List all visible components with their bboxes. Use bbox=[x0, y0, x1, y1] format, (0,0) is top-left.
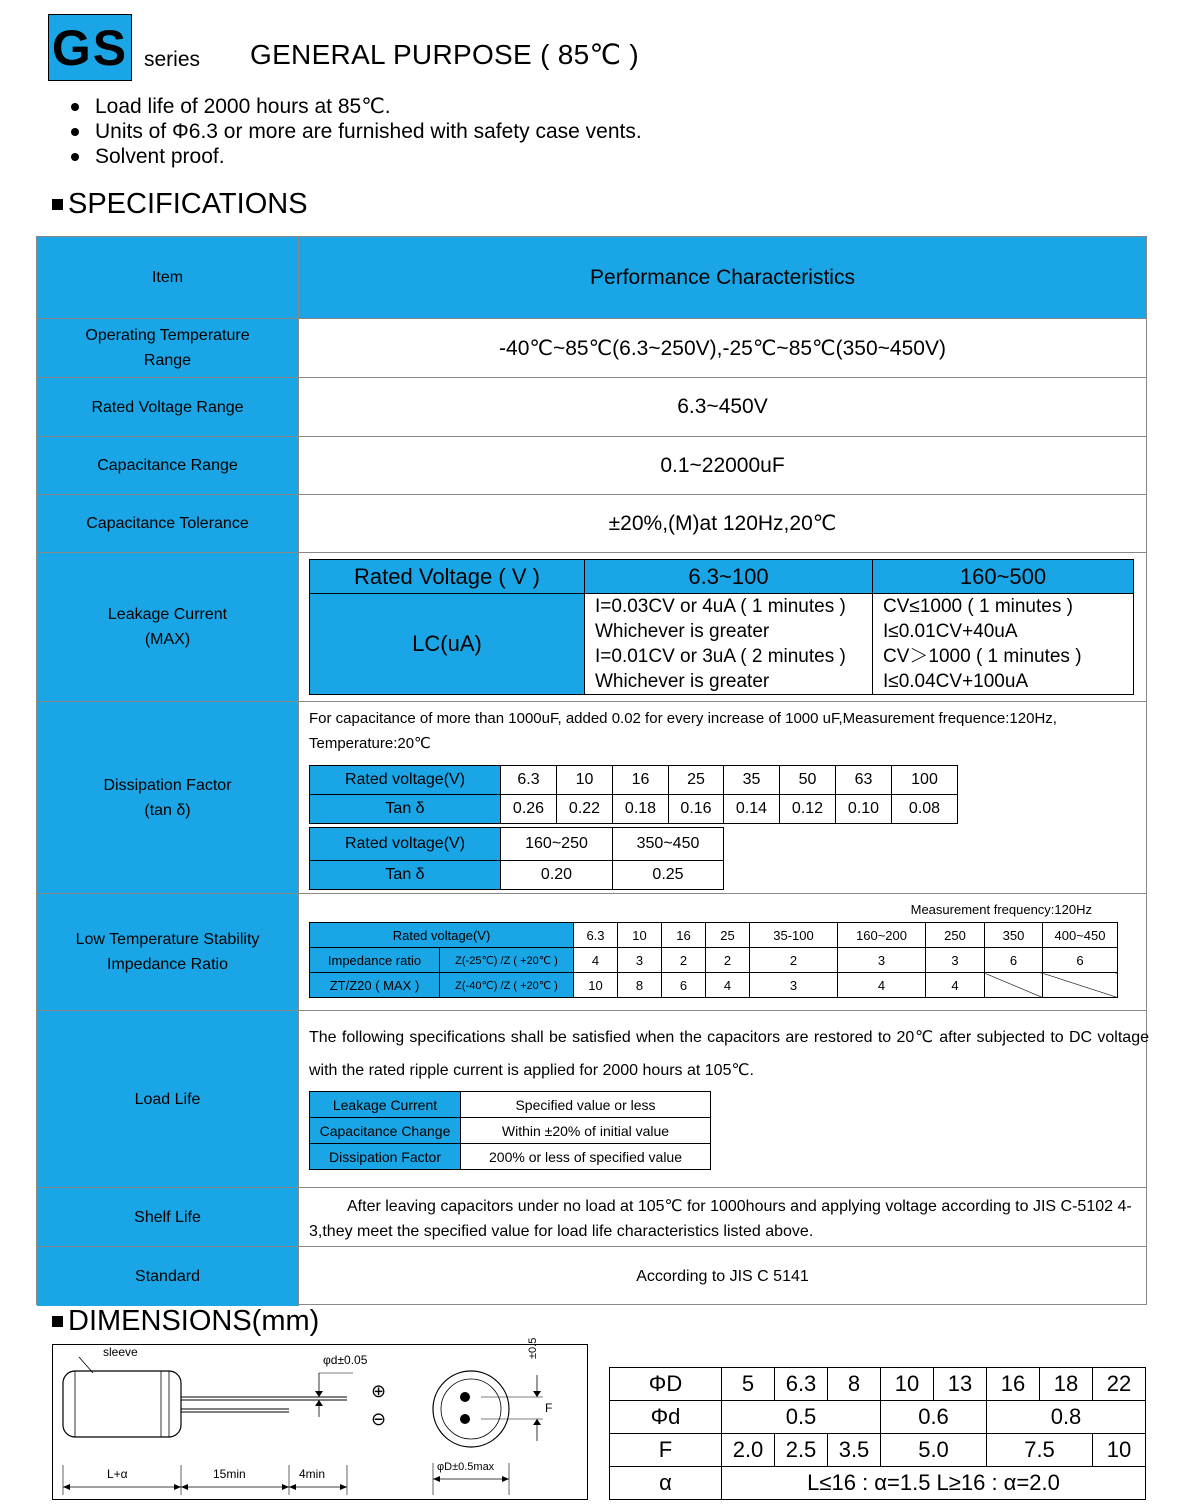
rated-voltage-row bbox=[37, 378, 1146, 437]
leakage-line: Whichever is greater bbox=[595, 671, 770, 692]
pitch-tolerance-label: ±0.5 bbox=[527, 1337, 539, 1359]
dim-D-value: 16 bbox=[987, 1368, 1040, 1401]
feature-item: Units of Φ6.3 or more are furnished with safety case vents. bbox=[70, 119, 642, 144]
tan-delta-table-1 bbox=[309, 765, 958, 824]
lts-voltage: 250 bbox=[926, 923, 985, 948]
label-line: Impedance Ratio bbox=[107, 956, 228, 973]
df-tan-value: 0.14 bbox=[724, 795, 780, 824]
body-diameter-label: φD±0.5max bbox=[437, 1461, 495, 1473]
load-life-value: 200% or less of specified value bbox=[461, 1144, 711, 1170]
z25-value: 3 bbox=[838, 948, 926, 973]
lts-rated-voltage-label: Rated voltage(V) bbox=[310, 923, 574, 948]
df-tan-label: Tan δ bbox=[310, 861, 501, 890]
low-temperature-label bbox=[37, 894, 299, 1010]
df-tan-value: 0.26 bbox=[501, 795, 557, 824]
pitch-label: F bbox=[545, 1401, 553, 1415]
leakage-rated-voltage-header: Rated Voltage ( V ) bbox=[310, 560, 585, 594]
lts-voltage: 35-100 bbox=[750, 923, 838, 948]
impedance-ratio-label: Impedance ratio bbox=[310, 948, 440, 973]
low-temperature-row bbox=[37, 894, 1146, 1011]
z40-value: 4 bbox=[926, 973, 985, 998]
lead-diameter-label: φd±0.05 bbox=[323, 1353, 368, 1367]
label-line: Leakage Current bbox=[107, 606, 228, 623]
load-life-row bbox=[37, 1011, 1149, 1188]
dim-D-label: ΦD bbox=[610, 1368, 722, 1401]
label-line: Operating Temperature bbox=[85, 327, 250, 344]
low-temperature-content bbox=[299, 894, 1146, 1010]
lts-voltage: 16 bbox=[662, 923, 706, 948]
leakage-col2-cell bbox=[873, 594, 1134, 695]
df-tan-value: 0.22 bbox=[557, 795, 613, 824]
series-word: series bbox=[144, 48, 201, 71]
specifications-heading bbox=[52, 188, 308, 221]
leakage-table bbox=[309, 559, 1134, 695]
df-voltage: 35 bbox=[724, 766, 780, 795]
dim-D-value: 6.3 bbox=[775, 1368, 828, 1401]
df-voltage: 16 bbox=[613, 766, 669, 795]
rated-voltage-label: Rated Voltage Range bbox=[37, 378, 299, 436]
leakage-col1-cell bbox=[585, 594, 873, 695]
label-line: (tan δ) bbox=[144, 801, 191, 819]
z25-value: 6 bbox=[1043, 948, 1118, 973]
feature-item: Load life of 2000 hours at 85℃. bbox=[70, 94, 642, 119]
feature-list bbox=[70, 94, 642, 169]
leakage-current-row bbox=[37, 553, 1146, 702]
feature-item: Solvent proof. bbox=[70, 144, 642, 169]
label-line: Range bbox=[143, 352, 192, 369]
dissipation-factor-note: For capacitance of more than 1000uF, added 0.02 for every increase of 1000 uF,Measurement frequence:120Hz, Temperature:20℃ bbox=[309, 710, 1057, 752]
shelf-life-text: After leaving capacitors under no load at 105℃ for 1000hours and applying voltage according to JIS C-5102 4-3,they meet the specified value for load life characteristics listed above. bbox=[309, 1198, 1132, 1240]
performance-header: Performance Characteristics bbox=[299, 237, 1146, 318]
tan-delta-table-2 bbox=[309, 827, 724, 890]
lts-voltage: 400~450 bbox=[1043, 923, 1118, 948]
df-tan-value: 0.12 bbox=[780, 795, 836, 824]
capacitance-tolerance-label: Capacitance Tolerance bbox=[37, 495, 299, 552]
leakage-col2-header: 160~500 bbox=[873, 560, 1134, 594]
df-voltage: 160~250 bbox=[501, 828, 613, 861]
z40-value: 6 bbox=[662, 973, 706, 998]
short-lead-label: 4min bbox=[299, 1467, 326, 1481]
dim-F-value: 7.5 bbox=[987, 1434, 1093, 1467]
capacitance-tolerance-value: ±20%,(M)at 120Hz,20℃ bbox=[608, 512, 837, 535]
z40-value: 8 bbox=[618, 973, 662, 998]
impedance-ratio-table bbox=[309, 922, 1118, 998]
leakage-line: Whichever is greater bbox=[595, 621, 770, 642]
z25-label: Z(-25℃) /Z ( +20℃ ) bbox=[440, 948, 574, 973]
dim-F-value: 5.0 bbox=[881, 1434, 987, 1467]
leakage-col1-header: 6.3~100 bbox=[585, 560, 873, 594]
dim-F-value: 3.5 bbox=[828, 1434, 881, 1467]
capacitor-dimension-drawing bbox=[52, 1337, 588, 1500]
z25-value: 2 bbox=[662, 948, 706, 973]
load-life-text: The following specifications shall be satisfied when the capacitors are restored to 20℃ after subjected to DC voltage with the rated ripple current is applied for 2000 hours at 105℃. bbox=[309, 1029, 1149, 1079]
df-tan-value: 0.08 bbox=[892, 795, 958, 824]
df-tan-value: 0.18 bbox=[613, 795, 669, 824]
operating-temperature-value: -40℃~85℃(6.3~250V),-25℃~85℃(350~450V) bbox=[499, 336, 946, 360]
lts-voltage: 10 bbox=[618, 923, 662, 948]
z40-empty-cell bbox=[985, 973, 1043, 998]
dim-F-value: 10 bbox=[1093, 1434, 1146, 1467]
leakage-current-content bbox=[299, 553, 1146, 701]
load-life-content bbox=[299, 1011, 1149, 1187]
dim-d-value: 0.5 bbox=[722, 1401, 881, 1434]
dimensions-heading bbox=[52, 1305, 319, 1338]
load-life-table bbox=[309, 1091, 711, 1170]
load-life-label: Load Life bbox=[37, 1011, 299, 1187]
leakage-lc-label: LC(uA) bbox=[310, 594, 585, 695]
page-header bbox=[48, 14, 1148, 82]
minus-terminal-icon: ⊖ bbox=[371, 1409, 387, 1429]
z40-empty-cell bbox=[1043, 973, 1118, 998]
df-rated-voltage-label: Rated voltage(V) bbox=[310, 828, 501, 861]
lts-voltage: 6.3 bbox=[574, 923, 618, 948]
item-header: Item bbox=[37, 237, 299, 318]
specifications-table bbox=[36, 236, 1147, 1305]
leakage-current-label bbox=[37, 553, 299, 701]
dim-d-label: Φd bbox=[610, 1401, 722, 1434]
df-voltage: 350~450 bbox=[613, 828, 724, 861]
df-voltage: 100 bbox=[892, 766, 958, 795]
capacitance-range-label: Capacitance Range bbox=[37, 437, 299, 494]
lts-voltage: 350 bbox=[985, 923, 1043, 948]
shelf-life-row bbox=[37, 1188, 1146, 1247]
dim-D-value: 10 bbox=[881, 1368, 934, 1401]
dim-D-value: 13 bbox=[934, 1368, 987, 1401]
zt-z20-label: ZT/Z20 ( MAX ) bbox=[310, 973, 440, 998]
dim-D-value: 18 bbox=[1040, 1368, 1093, 1401]
sleeve-label: sleeve bbox=[103, 1345, 138, 1359]
standard-value: According to JIS C 5141 bbox=[636, 1267, 809, 1285]
load-life-value: Specified value or less bbox=[461, 1092, 711, 1118]
label-line: Low Temperature Stability bbox=[75, 931, 260, 948]
dissipation-factor-content bbox=[299, 702, 1146, 893]
lts-voltage: 25 bbox=[706, 923, 750, 948]
standard-row bbox=[37, 1247, 1146, 1306]
specifications-heading-text: SPECIFICATIONS bbox=[68, 188, 308, 220]
dim-D-value: 22 bbox=[1093, 1368, 1146, 1401]
lts-voltage: 160~200 bbox=[838, 923, 926, 948]
z25-value: 3 bbox=[618, 948, 662, 973]
z25-value: 6 bbox=[985, 948, 1043, 973]
capacitance-range-row bbox=[37, 437, 1146, 495]
dim-F-value: 2.0 bbox=[722, 1434, 775, 1467]
df-tan-value: 0.25 bbox=[613, 861, 724, 890]
leakage-line: I=0.01CV or 3uA ( 2 minutes ) bbox=[595, 646, 846, 667]
df-tan-value: 0.10 bbox=[836, 795, 892, 824]
df-voltage: 6.3 bbox=[501, 766, 557, 795]
z40-label: Z(-40℃) /Z ( +20℃ ) bbox=[440, 973, 574, 998]
leakage-line: CV＞1000 ( 1 minutes ) bbox=[883, 646, 1082, 667]
plus-terminal-icon: ⊕ bbox=[371, 1381, 387, 1401]
load-life-item: Capacitance Change bbox=[310, 1118, 461, 1144]
dim-d-value: 0.8 bbox=[987, 1401, 1146, 1434]
rated-voltage-value: 6.3~450V bbox=[677, 395, 768, 418]
label-line: Dissipation Factor bbox=[103, 776, 232, 794]
series-logo: GS bbox=[48, 14, 132, 81]
operating-temperature-label bbox=[37, 319, 299, 377]
df-voltage: 63 bbox=[836, 766, 892, 795]
z40-value: 10 bbox=[574, 973, 618, 998]
z40-value: 4 bbox=[838, 973, 926, 998]
z40-value: 4 bbox=[706, 973, 750, 998]
dissipation-factor-label bbox=[37, 702, 299, 893]
load-life-value: Within ±20% of initial value bbox=[461, 1118, 711, 1144]
length-label: L+α bbox=[107, 1467, 128, 1481]
spec-header-row bbox=[37, 237, 1146, 319]
df-rated-voltage-label: Rated voltage(V) bbox=[310, 766, 501, 795]
load-life-item: Dissipation Factor bbox=[310, 1144, 461, 1170]
operating-temperature-row bbox=[37, 319, 1146, 378]
load-life-item: Leakage Current bbox=[310, 1092, 461, 1118]
z25-value: 4 bbox=[574, 948, 618, 973]
df-tan-value: 0.20 bbox=[501, 861, 613, 890]
dim-alpha-value: L≤16 : α=1.5 L≥16 : α=2.0 bbox=[722, 1467, 1146, 1500]
df-voltage: 10 bbox=[557, 766, 613, 795]
leakage-line: I≤0.01CV+40uA bbox=[883, 621, 1018, 642]
df-tan-value: 0.16 bbox=[669, 795, 724, 824]
page-title: GENERAL PURPOSE ( 85℃ ) bbox=[250, 39, 639, 70]
leakage-line: I=0.03CV or 4uA ( 1 minutes ) bbox=[595, 596, 846, 617]
dim-F-value: 2.5 bbox=[775, 1434, 828, 1467]
leakage-line: CV≤1000 ( 1 minutes ) bbox=[883, 596, 1073, 617]
capacitance-tolerance-row bbox=[37, 495, 1146, 553]
dim-F-label: F bbox=[610, 1434, 722, 1467]
shelf-life-content bbox=[299, 1188, 1146, 1246]
dim-d-value: 0.6 bbox=[881, 1401, 987, 1434]
dim-D-value: 5 bbox=[722, 1368, 775, 1401]
dim-D-value: 8 bbox=[828, 1368, 881, 1401]
square-bullet-icon bbox=[52, 1316, 63, 1327]
z40-value: 3 bbox=[750, 973, 838, 998]
df-voltage: 50 bbox=[780, 766, 836, 795]
dimensions-heading-text: DIMENSIONS(mm) bbox=[68, 1305, 320, 1337]
label-line: (MAX) bbox=[144, 631, 191, 648]
shelf-life-label: Shelf Life bbox=[37, 1188, 299, 1246]
square-bullet-icon bbox=[52, 199, 63, 210]
leakage-line: I≤0.04CV+100uA bbox=[883, 671, 1029, 692]
measurement-frequency: Measurement frequency:120Hz bbox=[910, 902, 1092, 917]
df-voltage: 25 bbox=[669, 766, 724, 795]
lead-length-label: 15min bbox=[213, 1467, 246, 1481]
df-tan-label: Tan δ bbox=[310, 795, 501, 824]
capacitance-range-value: 0.1~22000uF bbox=[660, 453, 785, 477]
dissipation-factor-row bbox=[37, 702, 1146, 894]
dimensions-table bbox=[609, 1367, 1146, 1500]
standard-label: Standard bbox=[37, 1247, 299, 1306]
z25-value: 2 bbox=[706, 948, 750, 973]
z25-value: 3 bbox=[926, 948, 985, 973]
z25-value: 2 bbox=[750, 948, 838, 973]
dim-alpha-label: α bbox=[610, 1467, 722, 1500]
